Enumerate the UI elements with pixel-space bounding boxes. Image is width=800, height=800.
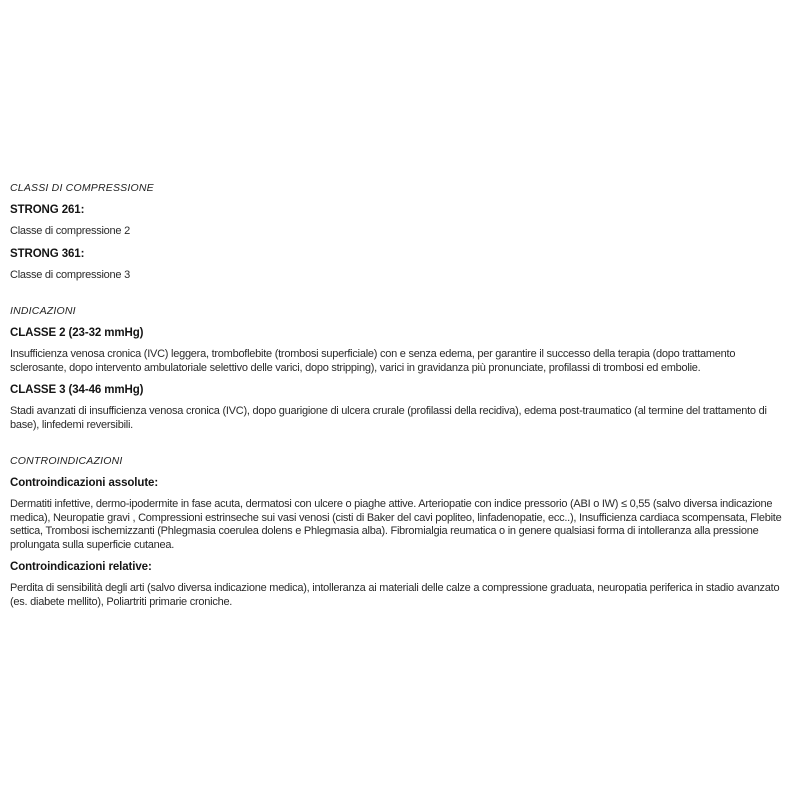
section-label-indicazioni: INDICAZIONI [10,305,76,317]
body-controindicazioni-assolute: Dermatiti infettive, dermo-ipodermite in fase acuta, dermatosi con ulcere o piaghe attive. Arteriopatie con indice pressorio (ABI o IW) ≤ 0,55 (salvo diversa indicazione medica), Neuropatie gravi , Compressioni estrinseche sui vasi venosi (cisti di Baker del cavi popliteo, linfadenopatie, ecc..), Insufficienza cardiaca scompensata, Flebite settica, Trombosi ischemizzanti (Phlegmasia coerulea dolens e Phlegmasia alba). Fibromialgia reumatica o in genere qualsiasi forma di intolleranza alla pressione prolungata sulla superficie cutanea. [10,498,782,551]
subheading-controindicazioni-assolute: Controindicazioni assolute: [10,477,159,489]
body-controindicazioni-relative: Perdita di sensibilità degli arti (salvo diversa indicazione medica), intolleranza ai materiali delle calze a compressione graduata, neuropatia periferica in stadio avanzato (es. diabete mellito), Poliartriti primarie croniche. [10,582,780,608]
subheading-controindicazioni-relative: Controindicazioni relative: [10,561,152,573]
body-classe-3: Stadi avanzati di insufficienza venosa cronica (IVC), dopo guarigione di ulcera crurale (profilassi della recidiva), edema post-traumatico (al termine del trattamento di base), linfedemi reversibili. [10,405,767,431]
subheading-classe-2: CLASSE 2 (23-32 mmHg) [10,327,144,339]
body-strong-361: Classe di compressione 3 [10,268,130,281]
section-indicazioni [10,305,788,432]
section-label-classi-di-compressione: CLASSI DI COMPRESSIONE [10,182,154,194]
body-strong-261: Classe di compressione 2 [10,225,130,237]
section-label-controindicazioni: CONTROINDICAZIONI [10,455,123,467]
section-classi-di-compressione [10,182,788,282]
section-controindicazioni [10,455,788,609]
subheading-strong-361: STRONG 361: [10,247,85,260]
body-classe-2: Insufficienza venosa cronica (IVC) leggera, tromboflebite (trombosi superficiale) con e senza edema, per garantire il successo della terapia (dopo trattamento sclerosante, dopo intervento ambulatoriale selettivo delle varici, dopo stripping), varici in gravidanza più pronunciate, profilassi di trombosi ed embolie. [10,348,736,374]
subheading-strong-261: STRONG 261: [10,204,85,216]
subheading-classe-3: CLASSE 3 (34-46 mmHg) [10,384,144,396]
